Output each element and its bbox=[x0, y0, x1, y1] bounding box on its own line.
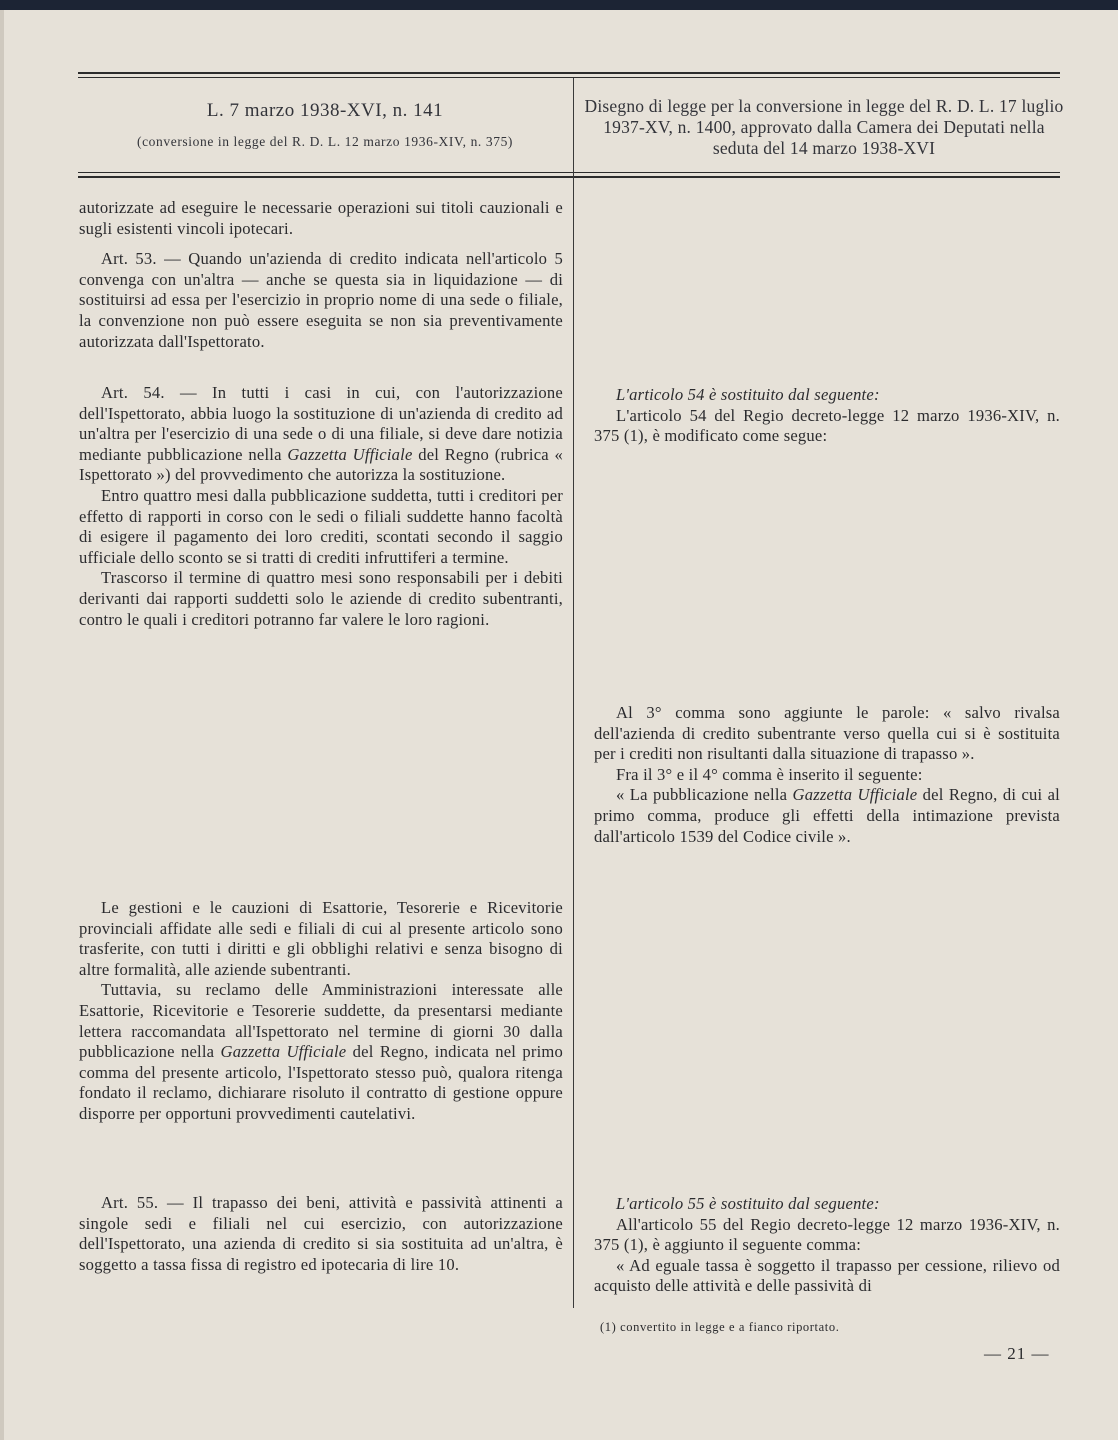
gazzetta-ufficiale-title: Gazzetta Ufficiale bbox=[792, 785, 918, 805]
tuttavia-part-b: del Regno, indicata nel primo comma del presente articolo, l'Ispettorato stesso può, qualora ritenga fondato il reclamo, dichiarare risoluto il contratto di gestione oppure disporre per opportuni provvedimenti cautelativi. bbox=[79, 1042, 564, 1123]
article-55-quote: « Ad eguale tassa è soggetto il trapasso per cessione, rilievo od acquisto delle attività e delle passività di bbox=[594, 1255, 1060, 1296]
right-column-article-54 bbox=[594, 385, 1060, 447]
article-54-heading-text: L'articolo 54 è sostituito dal seguente: bbox=[616, 385, 880, 404]
right-header-title: Disegno di legge per la conversione in legge del R. D. L. 17 luglio 1937-XV, n. 1400, approvato dalla Camera dei Deputati nella seduta del 14 marzo 1938-XVI bbox=[584, 96, 1064, 158]
left-column-article-54 bbox=[79, 383, 563, 630]
tuttavia-part-a: Tuttavia, su reclamo delle Amministrazioni interessate alle Esattorie, Ricevitorie e Tesorerie suddette, da presentarsi mediante lettera raccomandata all'Ispettorato nel termine di giorni 30 dalla pubblicazione nella bbox=[79, 980, 563, 1062]
inserted-comma-quote bbox=[594, 785, 1060, 847]
right-column-article-55 bbox=[594, 1194, 1060, 1297]
left-column-block-1 bbox=[79, 198, 563, 352]
footnote: (1) convertito in legge e a fianco riportato. bbox=[600, 1320, 840, 1334]
header-top-rule-2 bbox=[78, 77, 1060, 78]
scan-left-edge bbox=[0, 10, 4, 1440]
article-55-modification: All'articolo 55 del Regio decreto-legge 12 marzo 1936-XIV, n. 375 (1), è aggiunto il seguente comma: bbox=[594, 1214, 1060, 1255]
article-54-modification: L'articolo 54 del Regio decreto-legge 12 marzo 1936-XIV, n. 375 (1), è modificato come segue: bbox=[594, 405, 1060, 446]
tuttavia-paragraph bbox=[79, 980, 563, 1124]
article-53: Art. 53. — Quando un'azienda di credito indicata nell'articolo 5 convenga con un'altra — anche se questa sia in liquidazione — di sostituirsi ad essa per l'esercizio in proprio nome di una sede o filiale, la convenzione non può essere eseguita se non sia preventivamente autorizzata dall'Ispettorato. bbox=[79, 249, 563, 351]
column-divider bbox=[573, 78, 574, 1308]
left-column-block-3 bbox=[79, 898, 563, 1125]
quote-part-b: del Regno, di cui al primo comma, produce gli effetti della intimazione prevista dall'articolo 1539 del Codice civile ». bbox=[594, 785, 1060, 846]
gestioni-paragraph: Le gestioni e le cauzioni di Esattorie, Tesorerie e Ricevitorie provinciali affidate alle sedi e filiali di cui al presente articolo sono trasferite, con tutti i diritti e gli obblighi relativi e senza bisogno di altre formalità, alle aziende subentranti. bbox=[79, 898, 563, 979]
header-bottom-rule bbox=[78, 172, 1060, 173]
page-number: — 21 — bbox=[984, 1344, 1050, 1363]
quote-part-a: « La pubblicazione nella bbox=[616, 785, 793, 805]
scan-top-border bbox=[0, 0, 1118, 10]
header-top-rule bbox=[78, 72, 1060, 74]
gazzetta-ufficiale-title: Gazzetta Ufficiale bbox=[287, 444, 413, 464]
article-54-paragraph-3: Trascorso il termine di quattro mesi sono responsabili per i debiti derivanti dai rapporti suddetti solo le aziende di credito subentranti, contro le quali i creditori potranno far valere le loro ragioni. bbox=[79, 568, 563, 629]
fra-comma-text: Fra il 3° e il 4° comma è inserito il seguente: bbox=[616, 764, 923, 784]
article-54-heading bbox=[594, 385, 1060, 406]
article-55: Art. 55. — Il trapasso dei beni, attività e passività attinenti a singole sedi e filiali nel cui esercizio, con autorizzazione dell'Ispettorato, una azienda di credito si sia sostituita ad un'altra, è soggetto a tassa fissa di registro ed ipotecaria di lire 10. bbox=[79, 1193, 563, 1274]
header-bottom-rule-2 bbox=[78, 176, 1060, 178]
article-54-intro: Art. 54. — In tutti i casi in cui, con l'autorizzazione dell'Ispettorato, abbia luogo la sostituzione di un'azienda di credito ad un'altra per l'esercizio di una sede o di una filiale, si deve dare notizia mediante pubblicazione nella bbox=[79, 383, 563, 464]
gazzetta-ufficiale-title: Gazzetta Ufficiale bbox=[220, 1042, 347, 1062]
article-55-heading bbox=[594, 1194, 1060, 1215]
left-header-title: L. 7 marzo 1938-XVI, n. 141 bbox=[206, 100, 444, 121]
left-header-subtitle: (conversione in legge del R. D. L. 12 marzo 1936-XIV, n. 375) bbox=[136, 134, 514, 149]
right-column-amendments bbox=[594, 703, 1060, 847]
article-54-rest: del Regno (rubrica « Ispettorato ») del provvedimento che autorizza la sostituzione. bbox=[79, 444, 563, 485]
article-54-paragraph-1 bbox=[79, 383, 563, 486]
article-55-heading-text: L'articolo 55 è sostituito dal seguente: bbox=[616, 1194, 880, 1213]
comma-3-amendment: Al 3° comma sono aggiunte le parole: « salvo rivalsa dell'azienda di credito subentrante verso quella cui si è sostituita per i crediti non risultanti dalla situazione di trapasso ». bbox=[594, 703, 1060, 764]
left-column-article-55 bbox=[79, 1193, 563, 1275]
left-paragraph-continuation: autorizzate ad eseguire le necessarie operazioni sui titoli cauzionali e sugli esistenti vincoli ipotecari. bbox=[79, 198, 563, 238]
article-54-paragraph-2: Entro quattro mesi dalla pubblicazione suddetta, tutti i creditori per effetto di rapporti in corso con le sedi o filiali suddette hanno facoltà di esigere il pagamento dei loro crediti, scontati secondo il saggio ufficiale dello sconto se si tratti di crediti infruttiferi a termine. bbox=[79, 485, 563, 567]
